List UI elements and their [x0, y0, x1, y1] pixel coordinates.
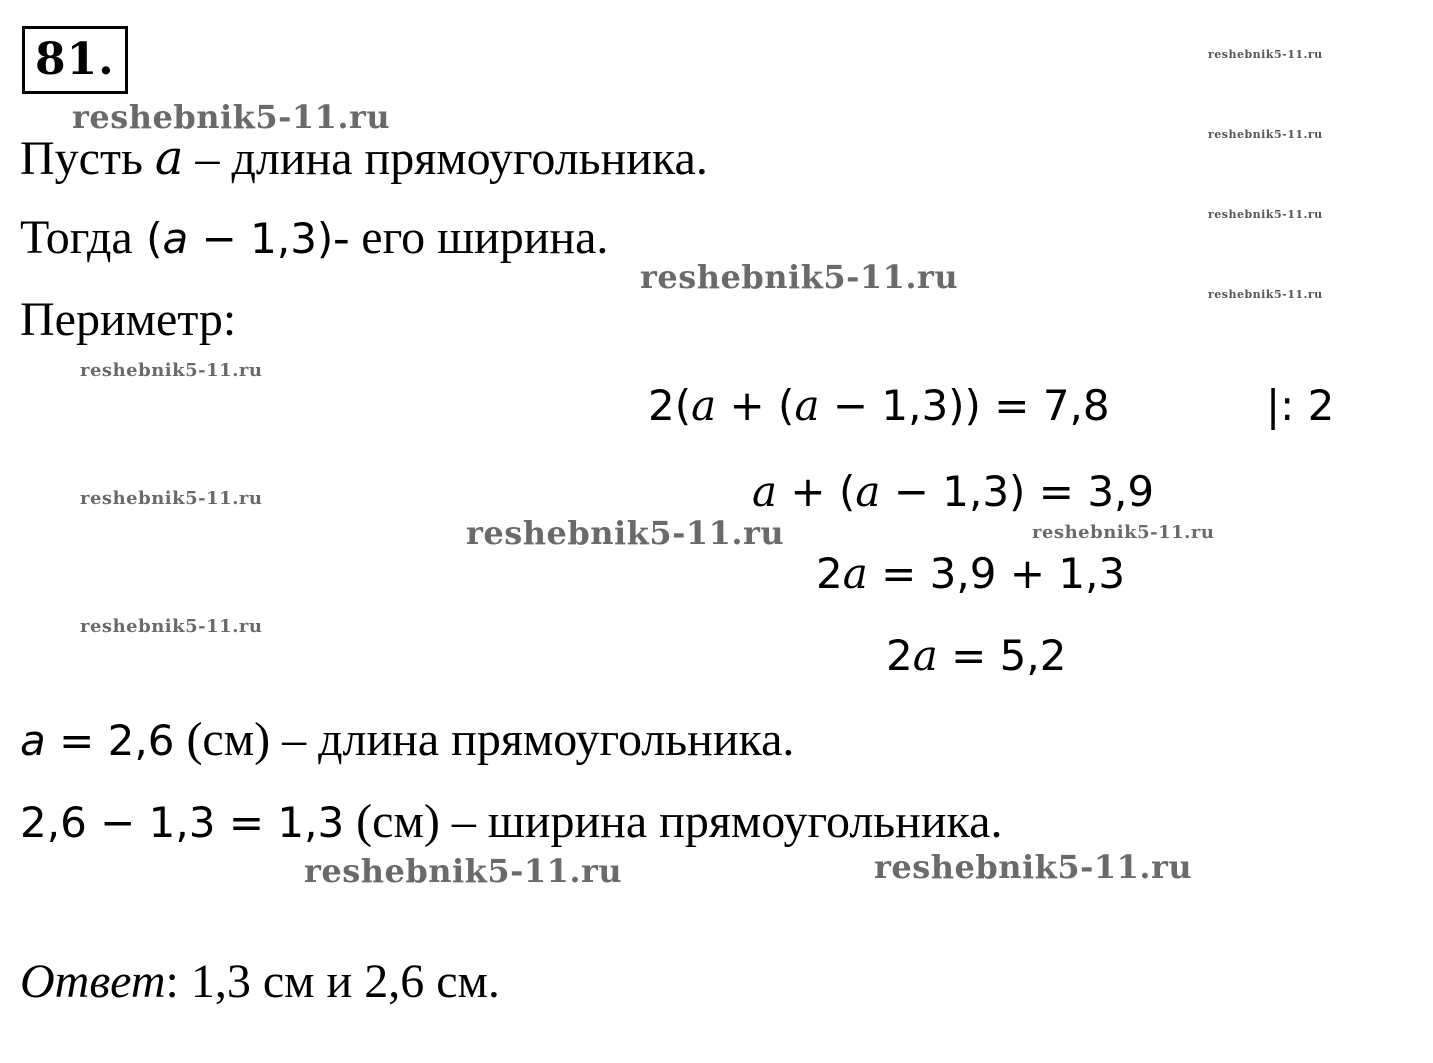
variable-a: a: [912, 631, 938, 680]
variable-a: a: [794, 381, 820, 430]
equation-1-divider: |: 2: [1266, 381, 1335, 430]
math: − 1,3): [188, 214, 334, 263]
equation-3: [816, 546, 1125, 602]
watermark: reshebnik5-11.ru: [1032, 522, 1215, 543]
math: 2(: [648, 381, 692, 430]
answer-line: [20, 954, 500, 1010]
math: = 3,9 + 1,3: [867, 549, 1126, 598]
variable-a: a: [162, 214, 189, 263]
watermark: reshebnik5-11.ru: [80, 488, 263, 509]
text: Тогда: [20, 211, 133, 264]
answer-label: Ответ: [20, 955, 166, 1008]
watermark: reshebnik5-11.ru: [72, 98, 391, 136]
variable-a: a: [752, 467, 778, 516]
watermark: reshebnik5-11.ru: [1208, 48, 1323, 61]
math: 2: [886, 631, 913, 680]
equation-2: [752, 464, 1154, 520]
text: - его ширина.: [333, 211, 609, 264]
variable-a: a: [691, 381, 717, 430]
math: + (: [716, 381, 795, 430]
equation-4: [886, 628, 1066, 684]
watermark: reshebnik5-11.ru: [304, 852, 623, 890]
watermark: reshebnik5-11.ru: [1208, 128, 1323, 141]
text: – длина прямоугольника.: [183, 132, 708, 185]
variable-a: a: [855, 467, 881, 516]
variable-a: a: [20, 716, 46, 765]
math: − 1,3)) = 7,8: [819, 381, 1110, 430]
watermark: reshebnik5-11.ru: [466, 514, 785, 552]
watermark: reshebnik5-11.ru: [874, 848, 1193, 886]
problem-number: 81.: [22, 26, 128, 94]
math: = 5,2: [937, 631, 1067, 680]
math: = 2,6: [45, 716, 175, 765]
watermark: reshebnik5-11.ru: [640, 258, 959, 296]
watermark: reshebnik5-11.ru: [80, 616, 263, 637]
line-let-length: [20, 130, 708, 187]
text: (см) – длина прямоугольника.: [174, 713, 795, 766]
math: 2,6 − 1,3 = 1,3: [20, 798, 345, 847]
text: (см) – ширина прямоугольника.: [344, 795, 1003, 848]
watermark: reshebnik5-11.ru: [80, 360, 263, 381]
line-perimeter: Периметр:: [20, 293, 237, 346]
variable-a: a: [842, 549, 868, 598]
equation-1: [648, 378, 1110, 434]
math: 2: [816, 549, 843, 598]
math: (: [132, 214, 163, 263]
answer-text: : 1,3 см и 2,6 см.: [165, 955, 500, 1008]
result-length: [20, 712, 794, 769]
watermark: reshebnik5-11.ru: [1208, 208, 1323, 221]
result-width: [20, 794, 1002, 851]
watermark: reshebnik5-11.ru: [1208, 288, 1323, 301]
text: Пусть: [20, 132, 143, 185]
variable-a: a: [154, 130, 184, 186]
line-width: [20, 210, 608, 267]
math: + (: [777, 467, 856, 516]
math: − 1,3) = 3,9: [880, 467, 1155, 516]
